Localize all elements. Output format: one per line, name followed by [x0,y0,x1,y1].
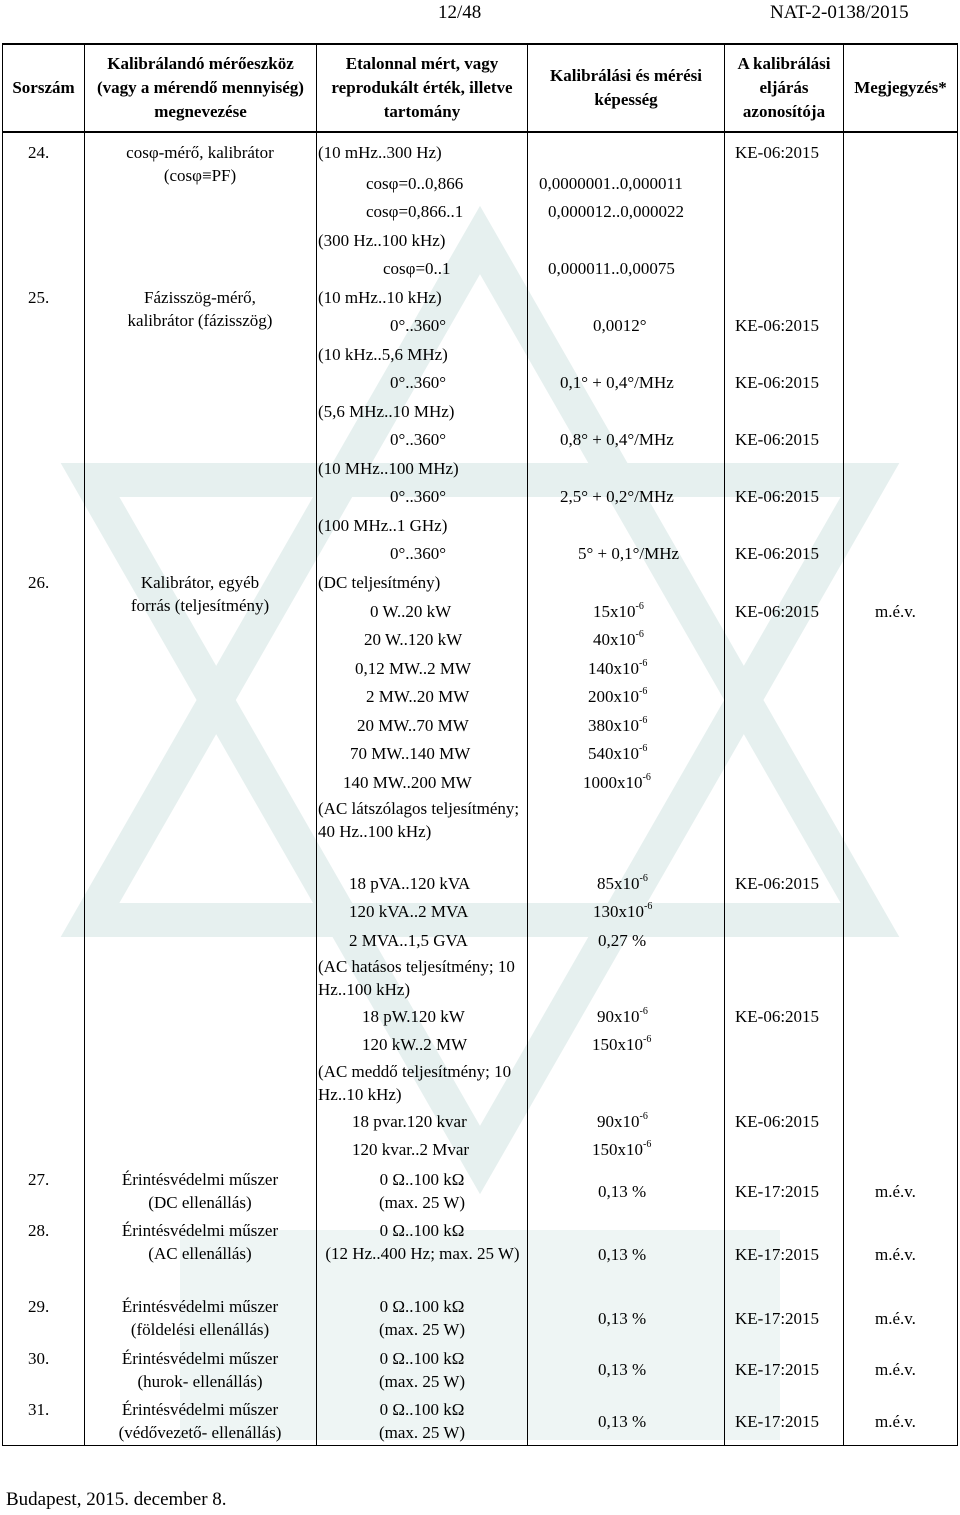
range-value: 0 Ω..100 kΩ [379,1349,465,1368]
note: m.é.v. [875,1309,916,1328]
range-value: cosφ=0..1 [383,259,451,278]
range-value: 20 W..120 kW [364,630,463,649]
range-value: 140 MW..200 MW [343,773,472,792]
capability-value: $140x10^{-6}$ [588,658,648,678]
range-condition: (max. 25 W) [378,1372,466,1391]
col-header-capability: Kalibrálási és mérési képesség [549,66,703,109]
range-value: 0 Ω..100 kΩ [379,1221,465,1240]
row-number: 24. [28,143,50,162]
capability-value: 0,13 % [598,1245,647,1264]
page-number: 12/48 [438,2,482,23]
range-value: 120 kVA..2 MVA [349,902,469,921]
range-group: (10 MHz..100 MHz) [318,459,459,478]
capability-value: 0,0012° [593,316,647,335]
range-value: 20 MW..70 MW [357,716,469,735]
range-group: (AC meddő teljesítmény; 10 Hz..10 kHz) [318,1062,512,1104]
range-condition: (max. 25 W) [378,1320,466,1339]
procedure-id: KE-06:2015 [735,1007,820,1026]
procedure-id: KE-06:2015 [735,1112,820,1131]
capability-value: $150x10^{-6}$ [592,1139,652,1159]
range-value: cosφ=0,866..1 [366,202,464,221]
range-value: 2 MVA..1,5 GVA [349,931,468,950]
range-group: (AC hatásos teljesítmény; 10 Hz..100 kHz) [318,957,515,999]
range-value: 120 kW..2 MW [362,1035,468,1054]
row-number: 25. [28,288,50,307]
device-name: Fázisszög-mérő, kalibrátor (fázisszög) [127,288,273,330]
capability-value: $540x10^{-6}$ [588,743,648,763]
col-header-note: Megjegyzés* [854,78,947,97]
capability-value: 0,13 % [598,1182,647,1201]
document-id: NAT-2-0138/2015 [770,2,909,23]
capability-value: 5° + 0,1°/MHz [578,544,680,563]
row-number: 29. [28,1297,50,1316]
procedure-id: KE-06:2015 [735,602,820,621]
procedure-id: KE-06:2015 [735,487,820,506]
row-number: 27. [28,1170,50,1189]
note: m.é.v. [875,1412,916,1431]
range-group: (100 MHz..1 GHz) [318,516,448,535]
procedure-id: KE-06:2015 [735,143,820,162]
procedure-id: KE-06:2015 [735,373,820,392]
range-group: (DC teljesítmény) [318,573,441,592]
capability-value: $150x10^{-6}$ [592,1034,652,1054]
range-group: (5,6 MHz..10 MHz) [318,402,455,421]
capability-value: 0,8° + 0,4°/MHz [560,430,674,449]
device-subname: (hurok- ellenállás) [137,1372,263,1391]
range-value: 0°..360° [390,373,447,392]
range-value: 0°..360° [390,430,447,449]
capability-value: 0,27 % [598,931,647,950]
device-subname: (földelési ellenállás) [130,1320,270,1339]
procedure-id: KE-17:2015 [735,1182,820,1201]
capability-value: 0,1° + 0,4°/MHz [560,373,674,392]
capability-value: $90x10^{-6}$ [597,1006,648,1026]
device-subname: (DC ellenállás) [148,1193,252,1212]
row-number: 31. [28,1400,50,1419]
device-subname: (AC ellenállás) [148,1244,252,1263]
range-group: (10 mHz..300 Hz) [318,143,442,162]
range-value: 0 Ω..100 kΩ [379,1400,465,1419]
range-value: 2 MW..20 MW [366,687,470,706]
capability-value: $40x10^{-6}$ [593,629,644,649]
col-header-device: Kalibrálandó mérőeszköz (vagy a mérendő mennyiség) megnevezése [97,54,304,121]
capability-value: $90x10^{-6}$ [597,1111,648,1131]
range-group: (10 kHz..5,6 MHz) [318,345,448,364]
col-header-sorszam: Sorszám [12,78,75,97]
note: m.é.v. [875,1360,916,1379]
device-name: Érintésvédelmi műszer [121,1221,279,1240]
range-value: 0°..360° [390,487,447,506]
range-value: 18 pW.120 kW [362,1007,465,1026]
range-value: 0°..360° [390,544,447,563]
range-value: cosφ=0..0,866 [366,174,464,193]
range-value: 0°..360° [390,316,447,335]
range-condition: (12 Hz..400 Hz; max. 25 W) [325,1244,520,1263]
row-number: 30. [28,1349,50,1368]
device-name: Kalibrátor, egyéb forrás (teljesítmény) [130,573,270,615]
procedure-id: KE-17:2015 [735,1245,820,1264]
range-value: 0,12 MW..2 MW [355,659,472,678]
footer-place-date: Budapest, 2015. december 8. [6,1489,227,1510]
procedure-id: KE-17:2015 [735,1309,820,1328]
range-value: 0 Ω..100 kΩ [379,1170,465,1189]
procedure-id: KE-17:2015 [735,1412,820,1431]
device-name: Érintésvédelmi műszer [121,1349,279,1368]
capability-value: $85x10^{-6}$ [597,873,648,893]
range-value: 18 pvar.120 kvar [352,1112,467,1131]
row-number: 28. [28,1221,50,1240]
range-value: 0 Ω..100 kΩ [379,1297,465,1316]
capability-value: $1000x10^{-6}$ [583,772,651,792]
procedure-id: KE-06:2015 [735,316,820,335]
col-header-procedure: A kalibrálási eljárás azonosítója [737,54,831,121]
range-group: (AC látszólagos teljesítmény; 40 Hz..100 kHz) [318,799,520,841]
range-value: 0 W..20 kW [370,602,452,621]
capability-value: $130x10^{-6}$ [593,901,653,921]
procedure-id: KE-17:2015 [735,1360,820,1379]
capability-value: 0,0000001..0,000011 [539,174,683,193]
capability-value: 0,13 % [598,1360,647,1379]
capability-value: 2,5° + 0,2°/MHz [560,487,674,506]
row-number: 26. [28,573,50,592]
device-name: Érintésvédelmi műszer [121,1170,279,1189]
range-condition: (max. 25 W) [378,1423,466,1442]
device-subname: (védővezető- ellenállás) [118,1423,282,1442]
range-condition: (max. 25 W) [378,1193,466,1212]
capability-value: $15x10^{-6}$ [593,601,644,621]
range-group: (10 mHz..10 kHz) [318,288,442,307]
capability-value: $200x10^{-6}$ [588,686,648,706]
procedure-id: KE-06:2015 [735,544,820,563]
range-value: 18 pVA..120 kVA [349,874,471,893]
range-value: 70 MW..140 MW [350,744,471,763]
capability-value: $380x10^{-6}$ [588,715,648,735]
procedure-id: KE-06:2015 [735,430,820,449]
capability-value: 0,13 % [598,1309,647,1328]
device-name: cosφ-mérő, kalibrátor (cosφ≡PF) [126,143,274,185]
capability-value: 0,13 % [598,1412,647,1431]
col-header-range: Etalonnal mért, vagy reprodukált érték, illetve tartomány [331,54,513,121]
capability-value: 0,000011..0,00075 [548,259,675,278]
note: m.é.v. [875,1245,916,1264]
procedure-id: KE-06:2015 [735,874,820,893]
range-group: (300 Hz..100 kHz) [318,231,446,250]
device-name: Érintésvédelmi műszer [121,1400,279,1419]
device-name: Érintésvédelmi műszer [121,1297,279,1316]
note: m.é.v. [875,1182,916,1201]
range-value: 120 kvar..2 Mvar [352,1140,470,1159]
capability-value: 0,000012..0,000022 [548,202,684,221]
note: m.é.v. [875,602,916,621]
